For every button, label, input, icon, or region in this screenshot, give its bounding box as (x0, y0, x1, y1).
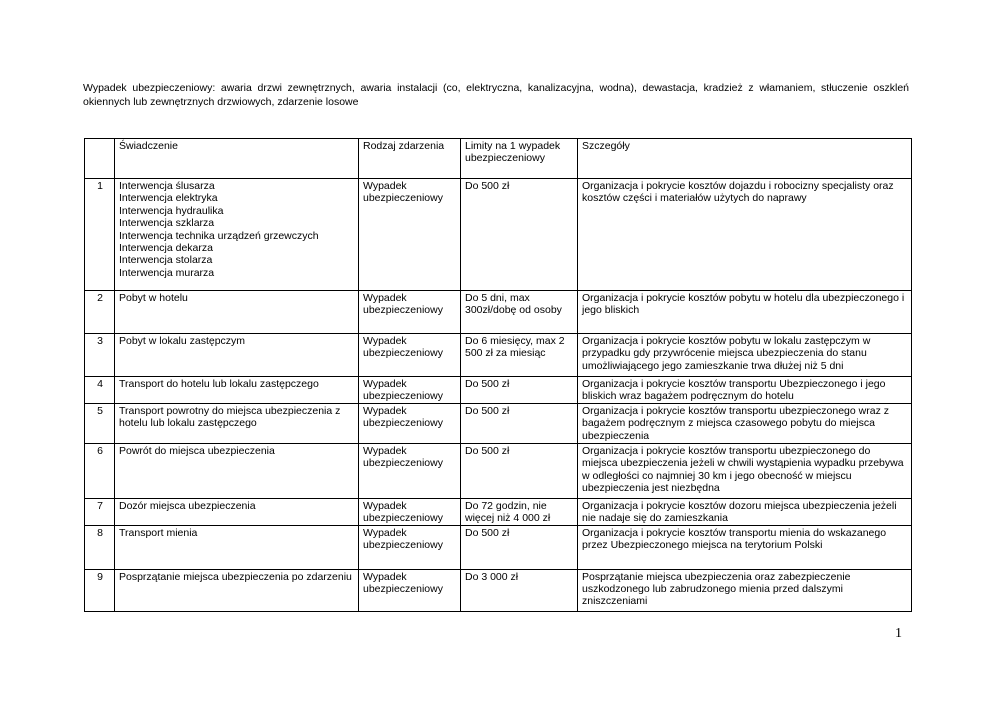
row-number: 4 (85, 377, 115, 404)
row-benefit (115, 179, 359, 291)
row-event: Wypadek ubezpieczeniowy (359, 525, 461, 569)
row-details: Organizacja i pokrycie kosztów dojazdu i robocizny specjalisty oraz kosztów części i materiałów użytych do naprawy (578, 179, 912, 291)
row-number: 3 (85, 334, 115, 377)
row-details: Organizacja i pokrycie kosztów transportu ubezpieczonego wraz z bagażem podręcznym z miejsca czasowego pobytu do miejsca ubezpieczenia (578, 403, 912, 443)
row-details: Organizacja i pokrycie kosztów transportu ubezpieczonego do miejsca ubezpieczenia jeżeli w chwili wystąpienia wypadku przebywa w odległości co najmniej 30 km i jego obecność w miejscu ubezpieczenia jest niezbędna (578, 443, 912, 498)
row-details: Organizacja i pokrycie kosztów dozoru miejsca ubezpieczenia jeżeli nie nadaje się do zamieszkania (578, 498, 912, 525)
row-number: 6 (85, 443, 115, 498)
table-row (85, 443, 912, 498)
table-row (85, 525, 912, 569)
row-details: Organizacja i pokrycie kosztów transportu mienia do wskazanego przez Ubezpieczonego miejsca na terytorium Polski (578, 525, 912, 569)
row-details: Organizacja i pokrycie kosztów pobytu w hotelu dla ubezpieczonego i jego bliskich (578, 291, 912, 334)
table-row (85, 403, 912, 443)
row-benefit: Pobyt w lokalu zastępczym (115, 334, 359, 377)
row-limit: Do 72 godzin, nie więcej niż 4 000 zł (461, 498, 578, 525)
header-limit: Limity na 1 wypadek ubezpieczeniowy (461, 139, 578, 179)
row-event: Wypadek ubezpieczeniowy (359, 334, 461, 377)
intro-paragraph: Wypadek ubezpieczeniowy: awaria drzwi zewnętrznych, awaria instalacji (co, elektryczna, kanalizacyjna, wodna), dewastacja, kradzież z włamaniem, stłuczenie oszkleń okiennych lub zewnętrznych drzwiowych, zdarzenie losowe (83, 82, 909, 108)
row-event: Wypadek ubezpieczeniowy (359, 443, 461, 498)
row-details: Organizacja i pokrycie kosztów pobytu w lokalu zastępczym w przypadku gdy przywrócenie miejsca ubezpieczenia do stanu umożliwiającego jego zamieszkanie trwa dłużej niż 5 dni (578, 334, 912, 377)
table-row (85, 179, 912, 291)
benefit-line: Interwencja dekarza (119, 242, 213, 255)
row-number: 1 (85, 179, 115, 291)
table-header-row (85, 139, 912, 179)
table-row (85, 377, 912, 404)
row-limit: Do 500 zł (461, 403, 578, 443)
row-number: 9 (85, 569, 115, 611)
row-event: Wypadek ubezpieczeniowy (359, 377, 461, 404)
row-limit: Do 3 000 zł (461, 569, 578, 611)
row-event: Wypadek ubezpieczeniowy (359, 498, 461, 525)
row-benefit: Transport mienia (115, 525, 359, 569)
page-number: 1 (895, 626, 902, 641)
row-limit: Do 5 dni, max 300zł/dobę od osoby (461, 291, 578, 334)
header-num (85, 139, 115, 179)
header-details: Szczegóły (578, 139, 912, 179)
row-benefit: Pobyt w hotelu (115, 291, 359, 334)
row-limit: Do 500 zł (461, 525, 578, 569)
header-benefit: Świadczenie (115, 139, 359, 179)
benefit-line: Interwencja ślusarza (119, 180, 215, 192)
benefit-line: Interwencja hydraulika (119, 204, 224, 217)
row-event: Wypadek ubezpieczeniowy (359, 291, 461, 334)
header-event: Rodzaj zdarzenia (359, 139, 461, 179)
row-event: Wypadek ubezpieczeniowy (359, 569, 461, 611)
benefit-line: Interwencja stolarza (119, 254, 213, 267)
row-details: Organizacja i pokrycie kosztów transportu Ubezpieczonego i jego bliskich wraz bagażem podręcznym do hotelu (578, 377, 912, 404)
row-number: 8 (85, 525, 115, 569)
benefit-line: Interwencja technika urządzeń grzewczych (119, 229, 319, 242)
row-limit: Do 6 miesięcy, max 2 500 zł za miesiąc (461, 334, 578, 377)
table-row (85, 498, 912, 525)
row-limit: Do 500 zł (461, 179, 578, 291)
row-event: Wypadek ubezpieczeniowy (359, 179, 461, 291)
row-benefit: Transport do hotelu lub lokalu zastępczego (115, 377, 359, 404)
benefit-line: Interwencja murarza (119, 266, 215, 279)
row-benefit: Dozór miejsca ubezpieczenia (115, 498, 359, 525)
row-number: 5 (85, 403, 115, 443)
row-benefit: Transport powrotny do miejsca ubezpieczenia z hotelu lub lokalu zastępczego (115, 403, 359, 443)
benefit-line: Interwencja szklarza (119, 217, 215, 230)
row-details: Posprzątanie miejsca ubezpieczenia oraz zabezpieczenie uszkodzonego lub zabrudzonego mienia przed dalszymi zniszczeniami (578, 569, 912, 611)
table-row (85, 569, 912, 611)
row-number: 7 (85, 498, 115, 525)
row-limit: Do 500 zł (461, 377, 578, 404)
row-benefit: Posprzątanie miejsca ubezpieczenia po zdarzeniu (115, 569, 359, 611)
benefit-line: Interwencja elektryka (119, 192, 218, 205)
row-limit: Do 500 zł (461, 443, 578, 498)
row-benefit: Powrót do miejsca ubezpieczenia (115, 443, 359, 498)
assistance-table (84, 138, 912, 612)
row-event: Wypadek ubezpieczeniowy (359, 403, 461, 443)
row-number: 2 (85, 291, 115, 334)
table-row (85, 291, 912, 334)
table-row (85, 334, 912, 377)
